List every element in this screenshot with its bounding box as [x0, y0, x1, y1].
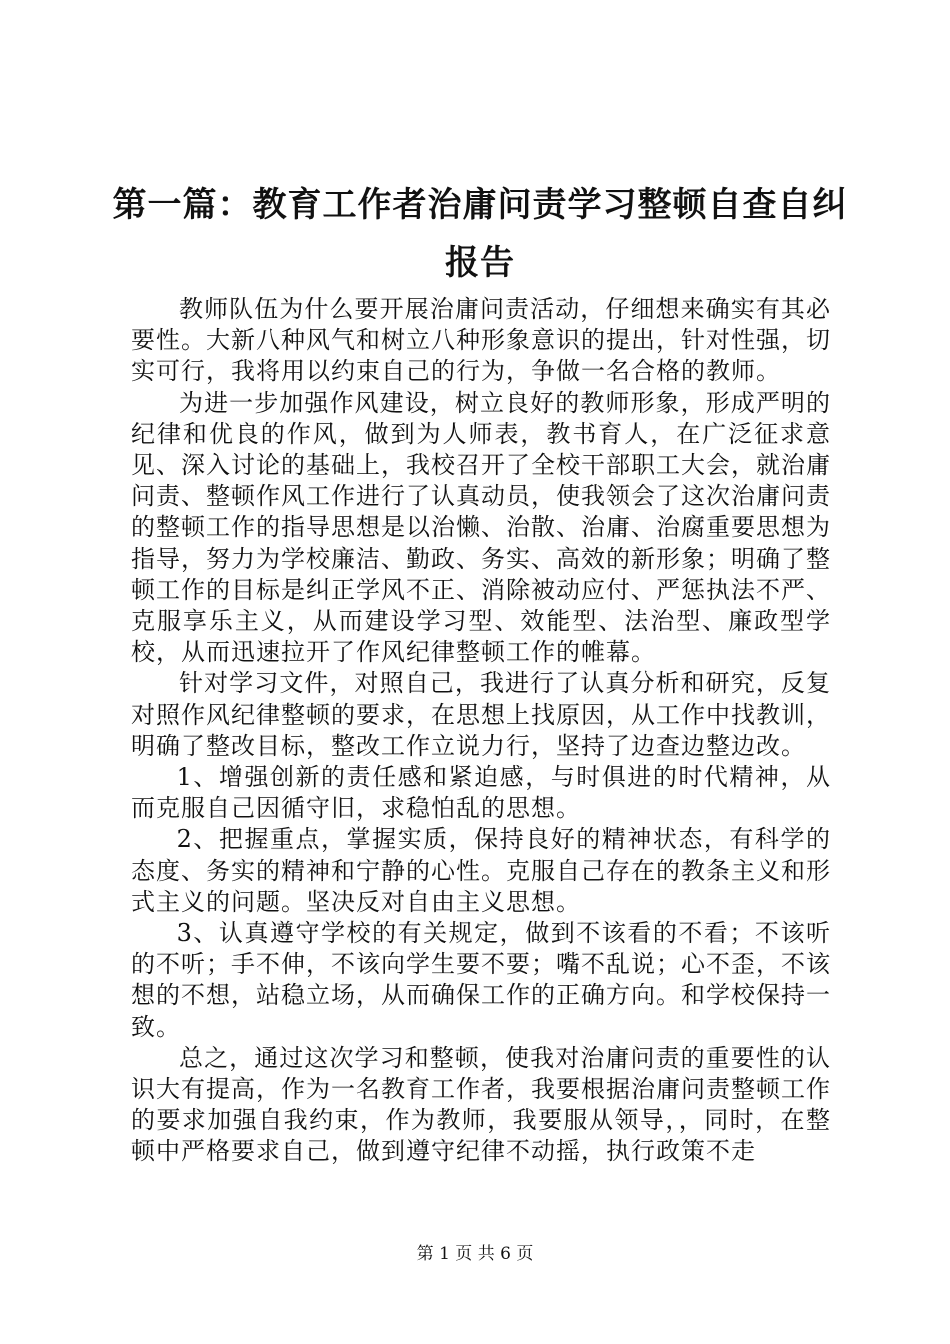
list-item: 2、把握重点，掌握实质，保持良好的精神状态，有科学的态度、务实的精神和宁静的心性。克服自己存在的教条主义和形式主义的问题。坚决反对自由主义思想。 — [131, 825, 831, 916]
page-number-footer: 第 1 页 共 6 页 — [416, 1244, 534, 1264]
paragraph: 总之，通过这次学习和整顿，使我对治庸问责的重要性的认识大有提高，作为一名教育工作者，我要根据治庸问责整顿工作的要求加强自我约束，作为教师，我要服从领导，，同时，在整顿中严格要求自己，做到遵守纪律不动摇，执行政策不走 — [131, 1043, 831, 1166]
paragraph: 针对学习文件，对照自己，我进行了认真分析和研究，反复对照作风纪律整顿的要求，在思想上找原因，从工作中找教训，明确了整改目标，整改工作立说力行，坚持了边查边整边改。 — [131, 669, 831, 760]
paragraph: 为进一步加强作风建设，树立良好的教师形象，形成严明的纪律和优良的作风，做到为人师表，教书育人，在广泛征求意见、深入讨论的基础上，我校召开了全校干部职工大会，就治庸问责、整顿作风工作进行了认真动员，使我领会了这次治庸问责的整顿工作的指导思想是以治懒、治散、治庸、治腐重要思想为指导，努力为学校廉洁、勤政、务实、高效的新形象；明确了整顿工作的目标是纠正学风不正、消除被动应付、严惩执法不严、克服享乐主义，从而建设学习型、效能型、法治型、廉政型学校，从而迅速拉开了作风纪律整顿工作的帷幕。 — [131, 388, 831, 667]
paragraph: 教师队伍为什么要开展治庸问责活动，仔细想来确实有其必要性。大新八种风气和树立八种形象意识的提出，针对性强，切实可行，我将用以约束自己的行为，争做一名合格的教师。 — [131, 295, 831, 386]
document-title: 第一篇：教育工作者治庸问责学习整顿自查自纠报告 — [112, 185, 848, 283]
document-body — [131, 294, 831, 1168]
list-item: 3、认真遵守学校的有关规定，做到不该看的不看；不该听的不听；手不伸，不该向学生要不要；嘴不乱说；心不歪，不该想的不想，站稳立场，从而确保工作的正确方向。和学校保持一致。 — [131, 919, 831, 1041]
list-item: 1、增强创新的责任感和紧迫感，与时俱进的时代精神，从而克服自己因循守旧，求稳怕乱的思想。 — [131, 763, 831, 823]
